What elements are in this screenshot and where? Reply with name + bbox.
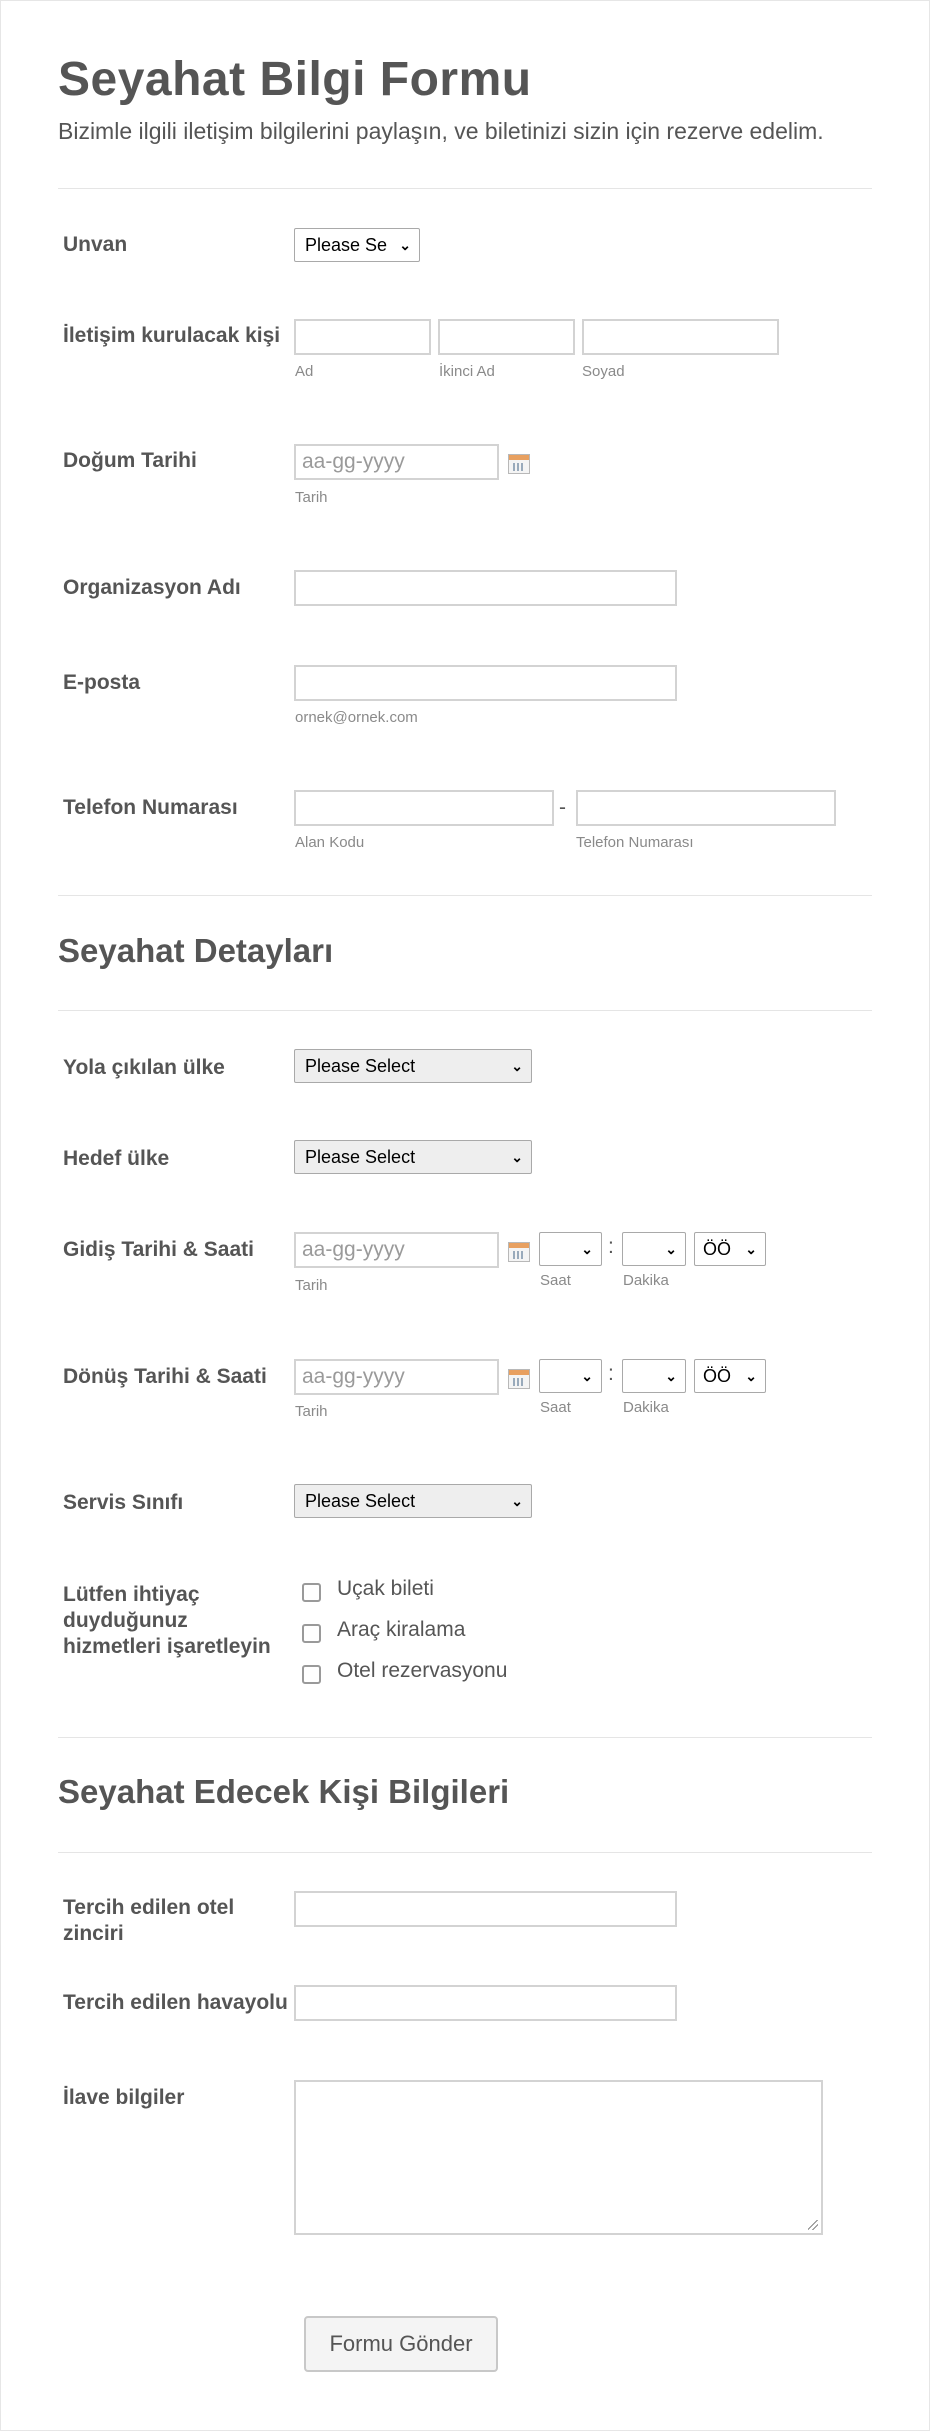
organization-input[interactable] <box>294 570 677 606</box>
divider <box>58 1737 872 1738</box>
departure-minute-select[interactable] <box>622 1232 686 1266</box>
unvan-select[interactable] <box>294 228 420 262</box>
departure-ampm-value: ÖÖ <box>703 1239 732 1259</box>
phone-label: Telefon Numarası <box>63 796 238 819</box>
checkbox-label-car-rental[interactable]: Araç kiralama <box>337 1618 466 1641</box>
unvan-select-value: Please Se <box>305 235 388 255</box>
organization-label: Organizasyon Adı <box>63 576 241 599</box>
time-colon: : <box>608 1362 614 1385</box>
return-hour-sublabel: Saat <box>540 1399 571 1416</box>
return-minute-sublabel: Dakika <box>623 1399 669 1416</box>
destination-country-value: Please Select <box>305 1147 416 1167</box>
chevron-down-icon: ⌄ <box>511 1493 523 1509</box>
traveler-info-heading: Seyahat Edecek Kişi Bilgileri <box>58 1773 510 1810</box>
return-ampm-value: ÖÖ <box>703 1366 732 1386</box>
services-label: Lütfen ihtiyaç duyduğunuz hizmetleri işaretleyin <box>63 1583 271 1658</box>
hotel-chain-label: Tercih edilen otel zinciri <box>63 1896 235 1945</box>
area-code-sublabel: Alan Kodu <box>295 834 365 851</box>
divider <box>58 1852 872 1853</box>
birth-date-label: Doğum Tarihi <box>63 449 197 472</box>
chevron-down-icon: ⌄ <box>665 1368 677 1384</box>
phone-number-sublabel: Telefon Numarası <box>576 834 694 851</box>
service-class-select[interactable] <box>294 1484 532 1518</box>
birth-date-input[interactable]: aa-gg-yyyy <box>294 444 499 480</box>
departure-hour-sublabel: Saat <box>540 1272 571 1289</box>
service-class-value: Please Select <box>305 1491 416 1511</box>
birth-date-sublabel: Tarih <box>295 489 328 506</box>
resize-grip-icon[interactable] <box>808 2220 818 2230</box>
divider <box>58 188 872 189</box>
checkbox-car-rental[interactable] <box>302 1624 321 1643</box>
phone-number-input[interactable] <box>576 790 836 826</box>
chevron-down-icon: ⌄ <box>745 1241 757 1257</box>
chevron-down-icon: ⌄ <box>399 237 411 253</box>
chevron-down-icon: ⌄ <box>665 1241 677 1257</box>
chevron-down-icon: ⌄ <box>581 1368 593 1384</box>
checkbox-label-hotel[interactable]: Otel rezervasyonu <box>337 1659 508 1682</box>
unvan-label: Unvan <box>63 233 128 256</box>
form-subtitle: Bizimle ilgili iletişim bilgilerini paylaşın, ve biletinizi sizin için rezerve edelim. <box>58 118 824 144</box>
contact-person-label: İletişim kurulacak kişi <box>63 324 281 347</box>
destination-country-select[interactable] <box>294 1140 532 1174</box>
last-name-input[interactable] <box>582 319 779 355</box>
return-datetime-label: Dönüş Tarihi & Saati <box>63 1365 267 1388</box>
airline-label: Tercih edilen havayolu <box>63 1991 288 2014</box>
area-code-input[interactable] <box>294 790 554 826</box>
travel-details-heading: Seyahat Detayları <box>58 932 334 969</box>
return-hour-select[interactable] <box>539 1359 602 1393</box>
form-title: Seyahat Bilgi Formu <box>58 53 532 106</box>
divider <box>58 895 872 896</box>
divider <box>58 1010 872 1011</box>
extra-info-label: İlave bilgiler <box>63 2086 185 2109</box>
chevron-down-icon: ⌄ <box>511 1058 523 1074</box>
departure-date-input[interactable]: aa-gg-yyyy <box>294 1232 499 1268</box>
submit-button[interactable]: Formu Gönder <box>304 2316 498 2372</box>
first-name-sublabel: Ad <box>295 363 314 380</box>
middle-name-input[interactable] <box>438 319 575 355</box>
calendar-icon[interactable] <box>508 1369 530 1389</box>
departure-ampm-select[interactable] <box>694 1232 766 1266</box>
email-input[interactable] <box>294 665 677 701</box>
return-date-input[interactable]: aa-gg-yyyy <box>294 1359 499 1395</box>
extra-info-textarea[interactable] <box>294 2080 823 2235</box>
return-ampm-select[interactable] <box>694 1359 766 1393</box>
checkbox-label-flight[interactable]: Uçak bileti <box>337 1577 434 1600</box>
email-label: E-posta <box>63 671 141 694</box>
first-name-input[interactable] <box>294 319 431 355</box>
departure-datetime-label: Gidiş Tarihi & Saati <box>63 1238 254 1261</box>
destination-country-label: Hedef ülke <box>63 1147 170 1170</box>
departure-country-value: Please Select <box>305 1056 416 1076</box>
return-date-sublabel: Tarih <box>295 1403 328 1420</box>
departure-hour-select[interactable] <box>539 1232 602 1266</box>
middle-name-sublabel: İkinci Ad <box>439 363 495 380</box>
departure-date-sublabel: Tarih <box>295 1277 328 1294</box>
calendar-icon[interactable] <box>508 1242 530 1262</box>
last-name-sublabel: Soyad <box>582 363 625 380</box>
checkbox-hotel[interactable] <box>302 1665 321 1684</box>
calendar-icon[interactable] <box>508 454 530 474</box>
time-colon: : <box>608 1235 614 1258</box>
chevron-down-icon: ⌄ <box>745 1368 757 1384</box>
airline-input[interactable] <box>294 1985 677 2021</box>
service-class-label: Servis Sınıfı <box>63 1491 184 1514</box>
email-sublabel: ornek@ornek.com <box>295 709 418 726</box>
checkbox-flight[interactable] <box>302 1583 321 1602</box>
departure-country-label: Yola çıkılan ülke <box>63 1056 225 1079</box>
chevron-down-icon: ⌄ <box>511 1149 523 1165</box>
return-minute-select[interactable] <box>622 1359 686 1393</box>
departure-minute-sublabel: Dakika <box>623 1272 669 1289</box>
phone-dash: - <box>559 796 566 819</box>
departure-country-select[interactable] <box>294 1049 532 1083</box>
chevron-down-icon: ⌄ <box>581 1241 593 1257</box>
hotel-chain-input[interactable] <box>294 1891 677 1927</box>
